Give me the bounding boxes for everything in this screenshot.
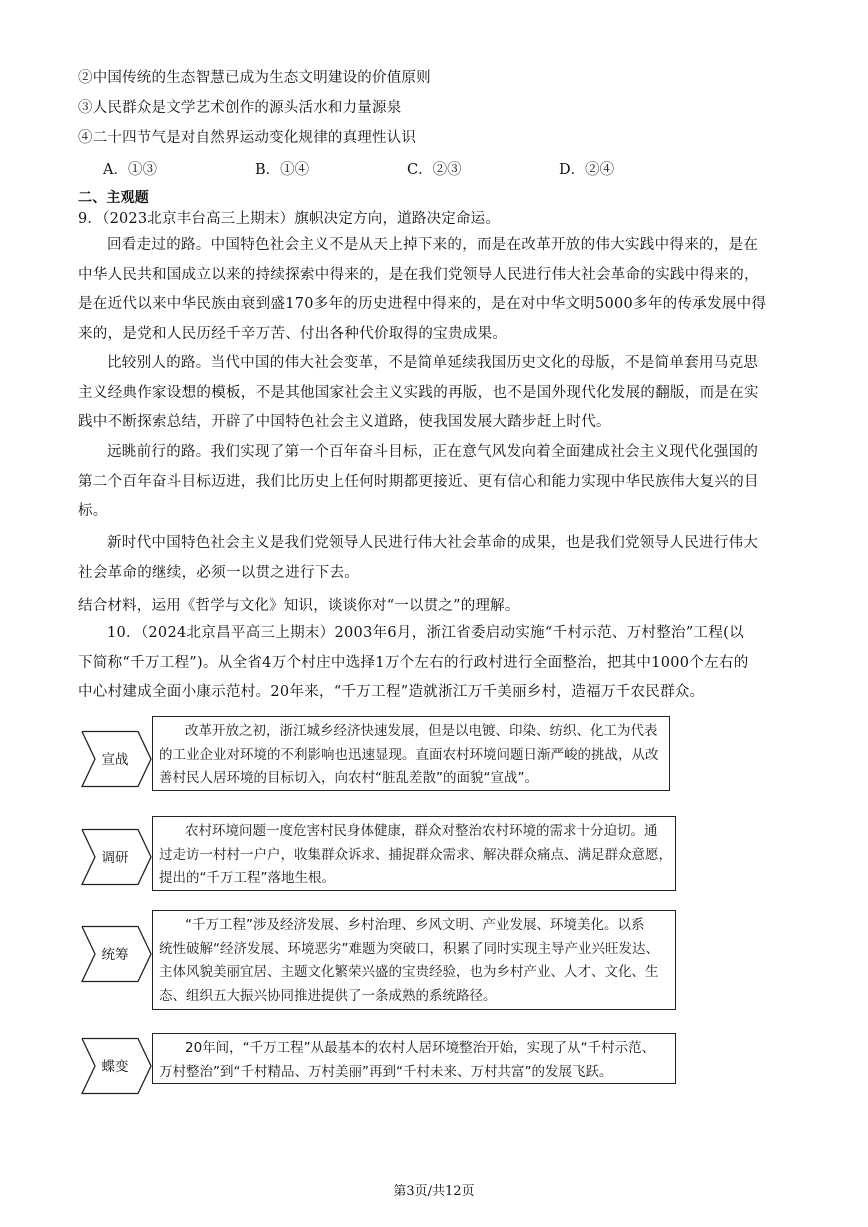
stage-box-4: 20年间，“千万工程”从最基本的农村人居环境整治开始，实现了从“千村示范、 万村整治”到“千村精品、万村美丽”再到“千村未来、万村共富”的发展飞跃。 [152, 1033, 676, 1084]
q9-paragraph-2: 比较别人的路。当代中国的伟大社会变革，不是简单延续我国历史文化的母版，不是简单套用马克思 主义经典作家设想的模板，不是其他国家社会主义实践的再版，也不是国外现代化发展的翻版，而是在实 践中不断探索总结，开辟了中国特色社会主义道路，使我国发展大踏步赶上时代。 [78, 355, 759, 430]
answer-choices [103, 158, 711, 179]
choice-b: B．①④ [255, 162, 310, 178]
q9-task: 结合材料，运用《哲学与文化》知识，谈谈你对“一以贯之”的理解。 [78, 598, 520, 614]
option-statement-4: ④二十四节气是对自然界运动变化规律的真理性认识 [78, 130, 417, 146]
choice-a: A．①③ [103, 162, 157, 178]
stage-box-2: 农村环境问题一度危害村民身体健康，群众对整治农村环境的需求十分迫切。通 过走访一村村一户户，收集群众诉求、捕捉群众需求、解决群众痛点、满足群众意愿， 提出的“千万工程”落地生根。 [152, 816, 676, 891]
choice-c: C．②③ [407, 162, 462, 178]
q9-paragraph-3: 远眺前行的路。我们实现了第一个百年奋斗目标，正在意气风发向着全面建成社会主义现代化强国的 第二个百年奋斗目标迈进，我们比历史上任何时期都更接近、更有信心和能力实现中华民族伟大复兴的目 标。 [78, 444, 759, 519]
page-footer: 第3页/共12页 [393, 1184, 475, 1199]
option-statement-3: ③人民群众是文学艺术创作的源头活水和力量源泉 [78, 100, 402, 116]
stage-tag-4: 蝶变 [78, 1037, 152, 1095]
question-9-stem: 9．（2023北京丰台高三上期末）旗帜决定方向，道路决定命运。 [78, 211, 501, 227]
stage-tag-1: 宣战 [78, 730, 152, 788]
option-statement-2: ②中国传统的生态智慧已成为生态文明建设的价值原则 [78, 70, 431, 86]
stage-box-1: 改革开放之初，浙江城乡经济快速发展，但是以电镀、印染、纺织、化工为代表 的工业企业对环境的不利影响也迅速显现。直面农村环境问题日渐严峻的挑战，从改 善村民人居环境的目标切入，向农村“脏乱差散”的面貌“宣战”。 [152, 716, 670, 791]
question-10-stem: 10．（2024北京昌平高三上期末）2003年6月，浙江省委启动实施“千村示范、万村整治”工程(以 下简称“千万工程”)。从全省4万个村庄中选择1万个左右的行政村进行全面整治，把其中1000个左右的 中心村建成全面小康示范村。20年来，“千万工程”造就浙江万千美丽乡村，造福万千农民群众。 [78, 625, 749, 700]
choice-d: D．②④ [559, 162, 615, 178]
stage-tag-3: 统筹 [78, 925, 152, 983]
q9-paragraph-1: 回看走过的路。中国特色社会主义不是从天上掉下来的，而是在改革开放的伟大实践中得来的，是在 中华人民共和国成立以来的持续探索中得来的，是在我们党领导人民进行伟大社会革命的实践中得来的， 是在近代以来中华民族由衰到盛170多年的历史进程中得来的，是在对中华文明5000多年的传承发展中得 来的，是党和人民历经千辛万苦、付出各种代价取得的宝贵成果。 [78, 237, 767, 342]
stage-tag-2: 调研 [78, 828, 152, 886]
q9-paragraph-4: 新时代中国特色社会主义是我们党领导人民进行伟大社会革命的成果，也是我们党领导人民进行伟大 社会革命的继续，必须一以贯之进行下去。 [78, 535, 759, 581]
stage-box-3: “千万工程”涉及经济发展、乡村治理、乡风文明、产业发展、环境美化。以系 统性破解“经济发展、环境恶劣”难题为突破口，积累了同时实现主导产业兴旺发达、 主体风貌美丽宜居、主题文化繁荣兴盛的宝贵经验，也为乡村产业、人才、文化、生 态、组织五大振兴协同推进提供了一条成熟的系统路径。 [152, 910, 676, 1010]
section-title: 二、主观题 [78, 190, 149, 206]
